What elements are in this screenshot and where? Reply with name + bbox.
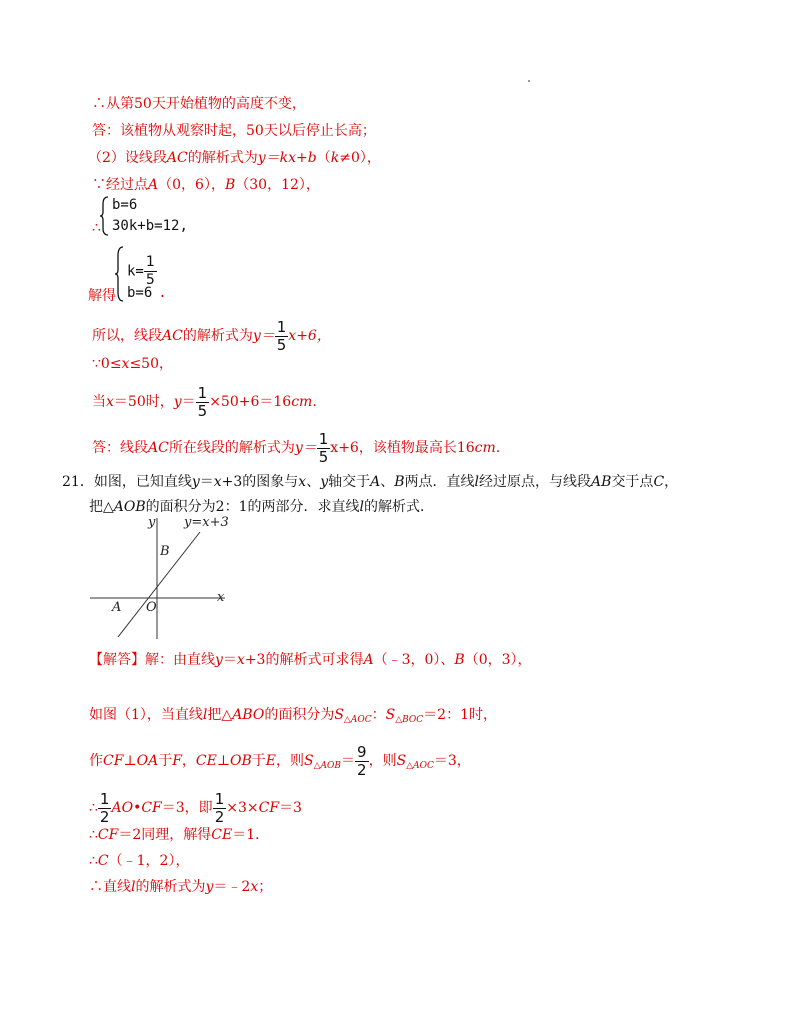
solution-line-3: （2）设线段AC的解析式为y＝kx+b（k≠0）， bbox=[88, 150, 381, 166]
page-mark bbox=[528, 80, 530, 82]
answer-line-1: 答：该植物从观察时起，50天以后停止长高； bbox=[92, 123, 376, 139]
answer-line-2: 答：线段AC所在线段的解析式为y＝ $\frac{1}{5}$ x+6，该植物最高长16cm. bbox=[92, 429, 501, 466]
solution-line-s2: 如图（1），当直线l把△ABO的面积分为$S_{\triangle AOC}$：$S_{\triangle BOC}=2$：1时， bbox=[89, 707, 497, 725]
solution-system-row-2: b=6 . bbox=[127, 285, 167, 301]
coordinate-figure bbox=[80, 514, 240, 644]
brace-icon bbox=[100, 196, 110, 236]
solution-system-row-1: k= $\frac{1}{5}$ bbox=[127, 254, 155, 288]
brace-icon bbox=[115, 246, 125, 302]
solution-line-s1: 【解答】解：由直线y＝x+3的解析式可求得A（﹣3，0）、B（0，3）， bbox=[89, 652, 532, 668]
equation-system-row-2: 30k+b=12, bbox=[112, 218, 188, 234]
solution-line-s6: ∴C（﹣1，2）， bbox=[89, 853, 190, 869]
solution-line-s5: ∴CF＝2同理，解得CE＝1． bbox=[89, 827, 270, 843]
solve-label: 解得 bbox=[88, 288, 116, 304]
fraction-denominator: 5 bbox=[145, 272, 155, 288]
label-A: A bbox=[112, 600, 122, 615]
solution-line-s3: 作CF⊥OA于F，CE⊥OB于E，则$S_{\triangle AOB}=$ $\frac{9}{2}$ ，则$S_{\triangle AOC}=3$， bbox=[89, 742, 471, 779]
fraction-numerator: 1 bbox=[145, 254, 155, 270]
question-21-line-1: 21．如图，已知直线y＝x+3的图象与x、y轴交于A、B两点．直线l经过原点，与线段AB交于点C， bbox=[62, 474, 679, 490]
solution-line-9: 当x＝50时，y＝ $\frac{1}{5}$ ×50+6＝16cm. bbox=[92, 383, 317, 420]
solution-line-s7: ∴直线l的解析式为y＝﹣2x； bbox=[89, 879, 273, 895]
solution-line-4: ∵经过点A（0，6），B（30，12）， bbox=[92, 177, 320, 193]
solution-line-1: ∴从第50天开始植物的高度不变， bbox=[92, 96, 306, 112]
line-y-eq-x-plus-3 bbox=[118, 532, 200, 637]
question-21-line-2: 把△AOB的面积分为2：1的两部分．求直线l的解析式． bbox=[89, 499, 434, 515]
solution-line-s4: ∴ $\frac{1}{2}$ AO•CF＝3，即 $\frac{1}{2}$ ×3×CF＝3 bbox=[89, 789, 302, 826]
label-y: y bbox=[148, 515, 156, 530]
therefore-symbol: ∴ bbox=[92, 220, 101, 236]
equation-system-row-1: b=6 bbox=[112, 197, 138, 213]
label-B: B bbox=[160, 544, 170, 559]
label-x: x bbox=[217, 590, 225, 605]
label-O: O bbox=[146, 600, 157, 615]
solution-line-8: ∵0≤x≤50， bbox=[92, 356, 173, 372]
solution-line-7: 所以，线段AC的解析式为y＝ $\frac{1}{5}$ x+6， bbox=[92, 317, 331, 354]
label-equation: y=x+3 bbox=[184, 515, 229, 530]
